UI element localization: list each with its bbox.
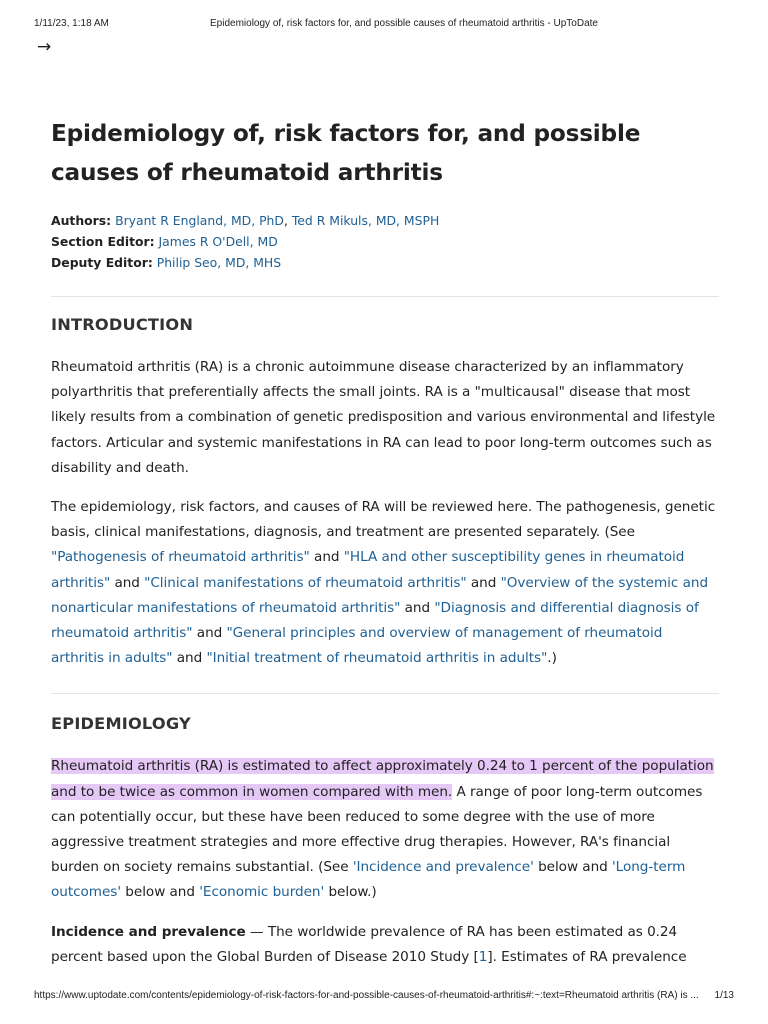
paragraph-text: and xyxy=(172,650,207,667)
link-initial-treatment[interactable]: "Initial treatment of rheumatoid arthritis in adults" xyxy=(206,650,548,667)
deputy-editor-link[interactable]: Philip Seo, MD, MHS xyxy=(156,255,282,270)
author-link-mikuls[interactable]: Ted R Mikuls, MD, MSPH xyxy=(291,213,440,228)
paragraph-text: below and xyxy=(121,884,200,901)
author-separator: , xyxy=(283,213,292,228)
page-number: 1/13 xyxy=(714,990,734,1001)
article xyxy=(51,114,719,970)
epidemiology-heading: EPIDEMIOLOGY xyxy=(51,714,191,734)
section-divider xyxy=(51,693,719,694)
paragraph-text: and xyxy=(466,574,501,591)
print-date: 1/11/23, 1:18 AM xyxy=(34,18,109,29)
link-clinical-manifestations[interactable]: "Clinical manifestations of rheumatoid arthritis" xyxy=(144,574,467,591)
print-page-title: Epidemiology of, risk factors for, and possible causes of rheumatoid arthritis - UpToDate xyxy=(210,18,598,29)
introduction-paragraph-1: Rheumatoid arthritis (RA) is a chronic autoimmune disease characterized by an inflammatory polyarthritis that preferentially affects the small joints. RA is a "multicausal" disease that most likely results from a combination of genetic predisposition and various environmental and lifestyle factors. Articular and systemic manifestations in RA can lead to poor long-term outcomes such as disability and death. xyxy=(51,359,716,476)
print-url: https://www.uptodate.com/contents/epidemiology-of-risk-factors-for-and-possible-causes-of-rheumatoid-arthritis#:~:text=Rheumatoid arthritis (RA) is ... xyxy=(34,990,699,1001)
section-editor-link[interactable]: James R O'Dell, MD xyxy=(158,234,278,249)
deputy-editor-row xyxy=(51,252,719,273)
section-divider xyxy=(51,296,719,297)
link-diagnosis[interactable]: "Diagnosis and differential diagnosis of rheumatoid arthritis" xyxy=(51,599,699,642)
article-title: Epidemiology of, risk factors for, and possible causes of rheumatoid arthritis xyxy=(51,120,641,186)
link-long-term-outcomes[interactable]: 'Long-term outcomes' xyxy=(51,859,686,901)
section-editor-label: Section Editor: xyxy=(51,234,155,249)
link-systemic-manifestations[interactable]: "Overview of the systemic and nonarticular manifestations of rheumatoid arthritis" xyxy=(51,574,709,616)
reference-link-1[interactable]: 1 xyxy=(478,948,488,965)
print-footer xyxy=(34,990,734,1004)
paragraph-text: .) xyxy=(547,650,557,667)
deputy-editor-label: Deputy Editor: xyxy=(51,255,153,270)
paragraph-text: — The worldwide prevalence of RA has been estimated as 0.24 percent based upon the Global Burden of Disease 2010 Study [ xyxy=(51,923,678,965)
paragraph-text: and xyxy=(309,549,344,566)
highlighted-text[interactable]: Rheumatoid arthritis (RA) is estimated to affect approximately 0.24 to 1 percent of the population and to be twice as common in women compared with men. xyxy=(51,758,714,800)
paragraph-text: and xyxy=(110,574,145,591)
paragraph-text: ]. Estimates of RA prevalence xyxy=(487,948,687,965)
link-pathogenesis[interactable]: "Pathogenesis of rheumatoid arthritis" xyxy=(51,549,310,566)
paragraph-text: below and xyxy=(533,859,612,876)
epidemiology-paragraph-1 xyxy=(51,754,719,905)
introduction-paragraph-2 xyxy=(51,495,719,671)
author-link-england[interactable]: Bryant R England, MD, PhD xyxy=(115,213,284,228)
link-incidence-prevalence[interactable]: 'Incidence and prevalence' xyxy=(352,859,534,876)
paragraph-text: The epidemiology, risk factors, and causes of RA will be reviewed here. The pathogenesis, genetic basis, clinical manifestations, diagnosis, and treatment are presented separately. (See xyxy=(51,499,716,541)
print-header xyxy=(34,18,734,32)
incidence-paragraph xyxy=(51,920,719,970)
link-hla-genes[interactable]: "HLA and other susceptibility genes in rheumatoid arthritis" xyxy=(51,549,685,591)
link-economic-burden[interactable]: 'Economic burden' xyxy=(199,884,325,901)
section-editor-row xyxy=(51,231,719,252)
paragraph-text: below.) xyxy=(324,884,377,901)
authors-label: Authors: xyxy=(51,213,112,228)
authors-row xyxy=(51,210,719,231)
paragraph-text: and xyxy=(400,599,435,616)
incidence-subheading: Incidence and prevalence xyxy=(51,923,246,940)
byline xyxy=(51,210,719,273)
paragraph-text: and xyxy=(192,625,227,642)
paragraph-text: A range of poor long-term outcomes can potentially occur, but these have been reduced to some degree with the use of more aggressive treatment strategies and more effective drug therapies. However, RA's financial burden on society remains substantial. (See xyxy=(51,783,703,876)
link-management-principles[interactable]: "General principles and overview of management of rheumatoid arthritis in adults" xyxy=(51,625,663,667)
introduction-heading: INTRODUCTION xyxy=(51,315,194,334)
arrow-right-icon[interactable]: → xyxy=(37,37,52,57)
